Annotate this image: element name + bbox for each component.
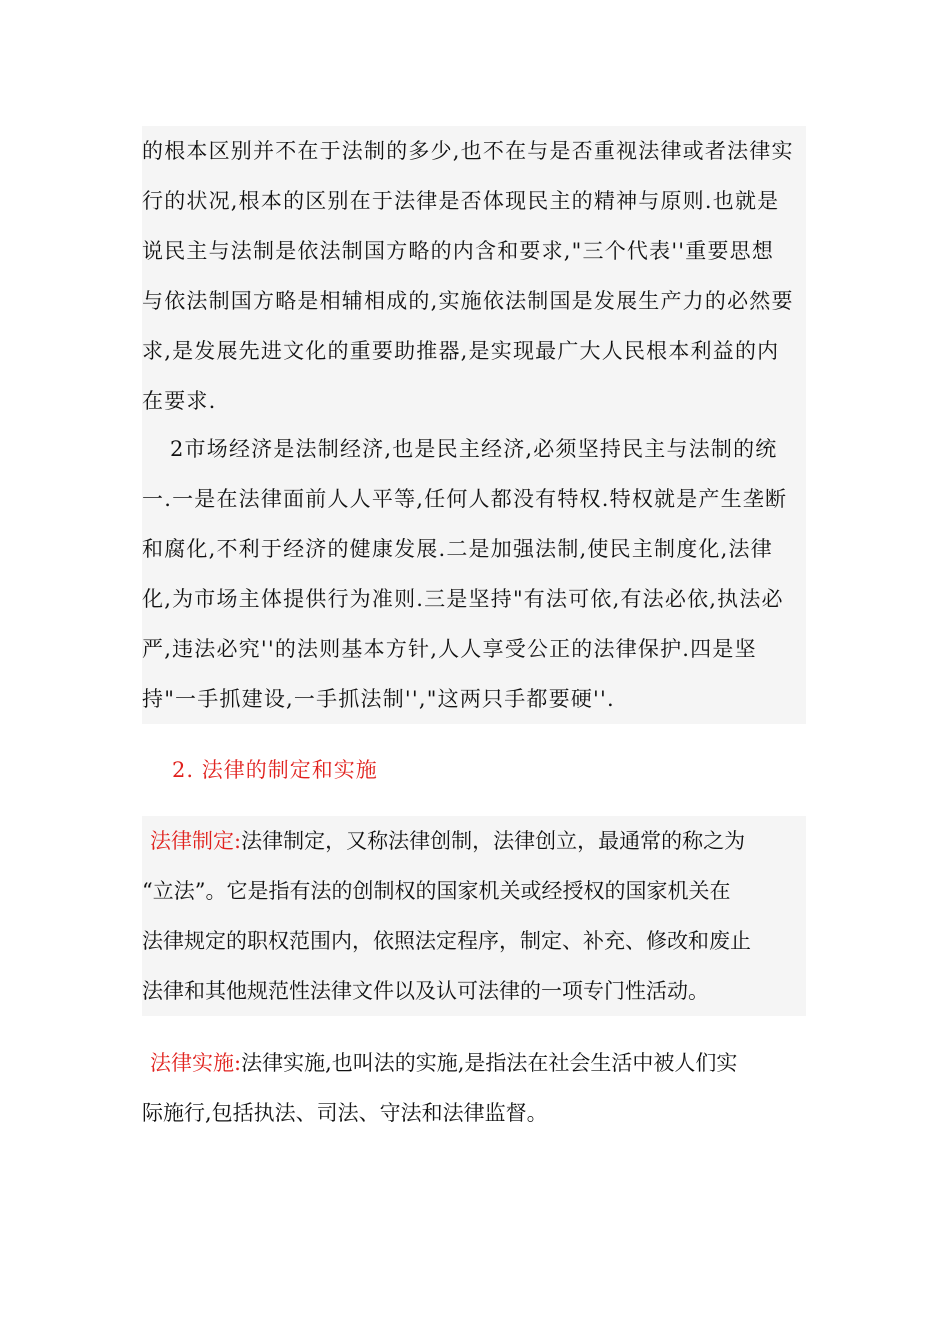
text-line: 说民主与法制是依法制国方略的内含和要求,"三个代表''重要思想 — [142, 239, 775, 263]
text-line: 法律规定的职权范围内，依照法定程序，制定、补充、修改和废止 — [142, 929, 751, 953]
text-line: 一.一是在法律面前人人平等,任何人都没有特权.特权就是产生垄断 — [142, 487, 788, 511]
text-line: 与依法制国方略是相辅相成的,实施依法制国是发展生产力的必然要 — [142, 289, 794, 313]
paragraph-democracy-rule-of-law — [142, 126, 806, 426]
text-line: 际施行,包括执法、司法、守法和法律监督。 — [142, 1101, 548, 1125]
definition-law-making — [142, 816, 806, 1016]
definition-term: 法律实施: — [150, 1051, 242, 1075]
section-heading: 2. 法律的制定和实施 — [172, 758, 378, 782]
definition-first-line — [142, 816, 806, 866]
text-line: 求,是发展先进文化的重要助推器,是实现最广大人民根本利益的内 — [142, 339, 780, 363]
text-line: 化,为市场主体提供行为准则.三是坚持"有法可依,有法必依,执法必 — [142, 587, 784, 611]
definition-law-implementation — [142, 1038, 806, 1138]
text-line: 严,违法必究''的法则基本方针,人人享受公正的法律保护.四是坚 — [142, 637, 757, 661]
definition-first-line — [142, 1038, 806, 1088]
text-line: 的根本区别并不在于法制的多少,也不在与是否重视法律或者法律实 — [142, 139, 794, 163]
definition-text: 法律实施,也叫法的实施,是指法在社会生活中被人们实 — [241, 1051, 738, 1075]
paragraph-market-economy — [142, 424, 806, 724]
text-line: 法律和其他规范性法律文件以及认可法律的一项专门性活动。 — [142, 979, 709, 1003]
definition-text: 法律制定，又称法律创制，法律创立，最通常的称之为 — [241, 829, 746, 853]
definition-term: 法律制定: — [150, 829, 242, 853]
text-line: 和腐化,不利于经济的健康发展.二是加强法制,使民主制度化,法律 — [142, 537, 773, 561]
text-line: 行的状况,根本的区别在于法律是否体现民主的精神与原则.也就是 — [142, 189, 780, 213]
text-line: 持"一手抓建设,一手抓法制'',"这两只手都要硬''. — [142, 687, 615, 711]
text-line: “立法”。它是指有法的创制权的国家机关或经授权的国家机关在 — [142, 879, 731, 903]
text-line: 在要求. — [142, 389, 217, 413]
text-line: 2市场经济是法制经济,也是民主经济,必须坚持民主与法制的统 — [170, 437, 778, 461]
